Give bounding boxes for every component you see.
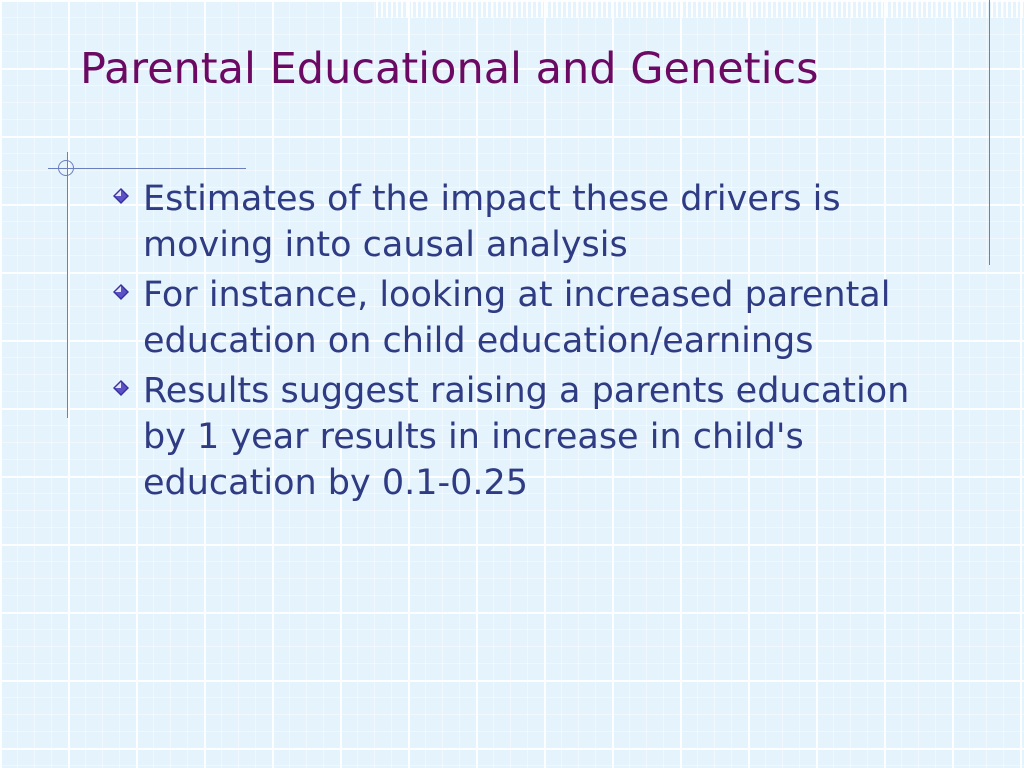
bullet-list (110, 176, 950, 510)
slide-title: Parental Educational and Genetics (80, 44, 819, 94)
bullet-text: Estimates of the impact these drivers is moving into causal analysis (143, 179, 841, 265)
decorative-vertical-rule-right (989, 0, 990, 265)
diamond-bullet-icon (113, 284, 129, 300)
bullet-item (110, 272, 950, 364)
diamond-bullet-icon (113, 380, 129, 396)
bullet-text: For instance, looking at increased parental education on child education/earnings (143, 275, 891, 361)
decorative-stripe (376, 0, 1024, 18)
bullet-item (110, 176, 950, 268)
bullet-text: Results suggest raising a parents education by 1 year results in increase in child's education by 0.1-0.25 (143, 371, 910, 503)
diamond-bullet-icon (113, 188, 129, 204)
decorative-circle-icon (58, 160, 74, 176)
decorative-horizontal-rule (48, 168, 246, 169)
bullet-item (110, 368, 950, 506)
decorative-vertical-rule-left (67, 152, 68, 418)
